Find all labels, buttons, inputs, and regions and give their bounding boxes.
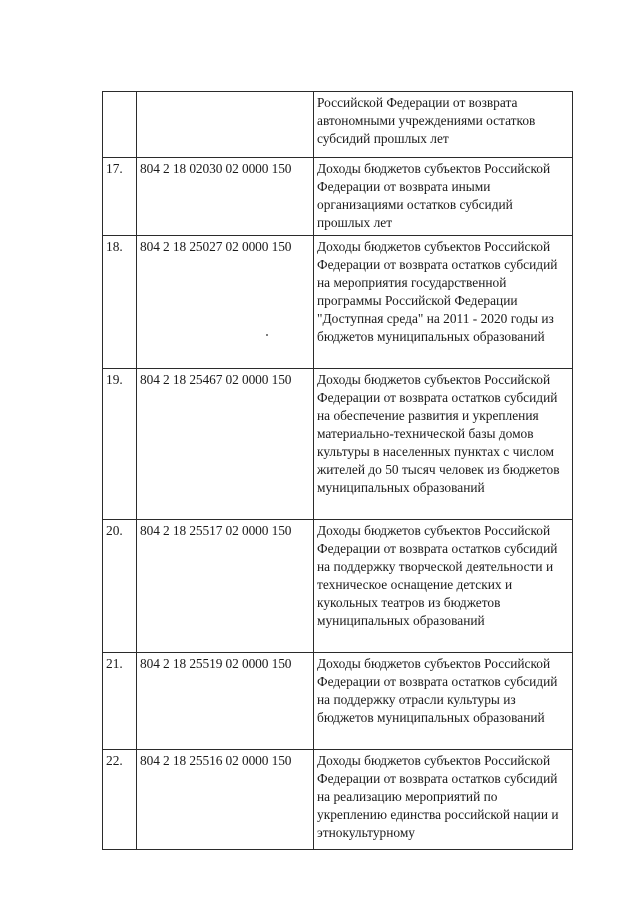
table-row [103,92,573,158]
row-number [103,92,137,158]
revenue-description-text: Доходы бюджетов субъектов Российской Федерации от возврата остатков субсидий на мероприятия государственной программы Российской Федерации "Доступная среда" на 2011 - 2020 годы из бюджетов муниципальных образований [317,239,558,344]
row-number: 17. [103,158,137,236]
budget-code: 804 2 18 02030 02 0000 150 [137,158,314,236]
revenue-description [314,750,573,850]
table-row [103,653,573,750]
budget-code: 804 2 18 25027 02 0000 150 [137,236,314,369]
row-number: 19. [103,369,137,520]
revenue-description [314,158,573,236]
revenue-description [314,653,573,750]
row-number: 20. [103,520,137,653]
budget-revenue-table [102,91,573,850]
table-row [103,520,573,653]
revenue-description [314,92,573,158]
table-row [103,236,573,369]
row-number: 21. [103,653,137,750]
budget-code: 804 2 18 25517 02 0000 150 [137,520,314,653]
budget-code: 804 2 18 25467 02 0000 150 [137,369,314,520]
revenue-description-text: Российской Федерации от возврата автономными учреждениями остатков субсидий прошлых лет [317,95,536,146]
table-row [103,750,573,850]
budget-code: 804 2 18 25516 02 0000 150 [137,750,314,850]
revenue-description [314,520,573,653]
budget-code [137,92,314,158]
revenue-description-text: Доходы бюджетов субъектов Российской Федерации от возврата остатков субсидий на поддержку отрасли культуры из бюджетов муниципальных образований [317,656,558,725]
scan-speck [266,334,268,336]
revenue-description-text: Доходы бюджетов субъектов Российской Федерации от возврата иными организациями остатков субсидий прошлых лет [317,161,551,230]
revenue-description [314,236,573,369]
revenue-description-text: Доходы бюджетов субъектов Российской Федерации от возврата остатков субсидий на обеспечение развития и укрепления материально-технической базы домов культуры в населенных пунктах с числом жителей до 50 тысяч человек из бюджетов муниципальных образований [317,372,560,495]
revenue-description-text: Доходы бюджетов субъектов Российской Федерации от возврата остатков субсидий на реализацию мероприятий по укреплению единства российской нации и этнокультурному [317,753,559,840]
revenue-description [314,369,573,520]
revenue-description-text: Доходы бюджетов субъектов Российской Федерации от возврата остатков субсидий на поддержку творческой деятельности и техническое оснащение детских и кукольных театров из бюджетов муниципальных образований [317,523,558,628]
row-number: 22. [103,750,137,850]
table-row [103,369,573,520]
budget-code: 804 2 18 25519 02 0000 150 [137,653,314,750]
table-row [103,158,573,236]
row-number: 18. [103,236,137,369]
